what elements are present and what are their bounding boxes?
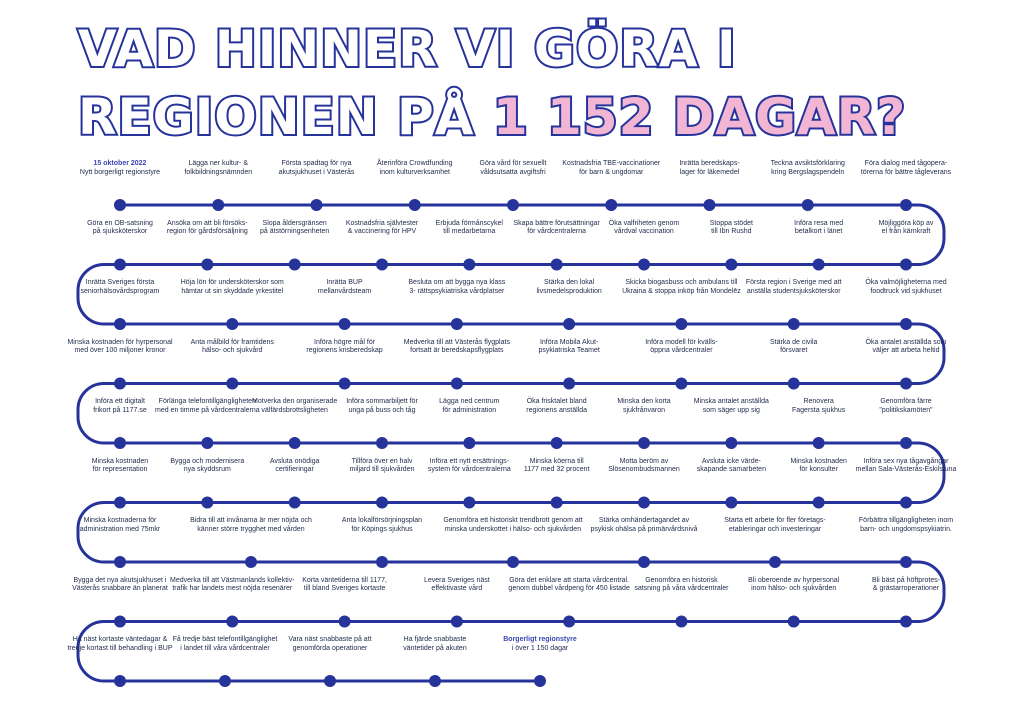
milestone-date: 15 oktober 2022 [93, 160, 147, 167]
milestone-text: Stärka den lokal livsmedelsproduktion [536, 279, 602, 295]
milestone-text: Motverka den organiserade välfärdsbrottsligheten [252, 398, 338, 414]
milestone-text: Ha näst kortaste väntedagar & tredje kortast till behandling i BUP [67, 636, 173, 652]
milestone-text: Göra vård för sexuellt våldsutsatta avgiftsfri [479, 160, 547, 176]
milestone-dot [201, 437, 213, 449]
milestone-dot [813, 259, 825, 271]
milestone-dot [289, 437, 301, 449]
milestone-text: Införa ett digitalt frikort på 1177.se [93, 398, 147, 414]
milestone-dot [114, 318, 126, 330]
headline-day-count: 1 152 DAGAR? [492, 88, 907, 146]
milestone-text: Medverka till att Västmanlands kollektiv- trafik har landets mest nöjda resenärer [170, 576, 295, 593]
milestone-text: Minska köerna till 1177 med 32 procent [523, 457, 590, 474]
milestone-dot [638, 259, 650, 271]
milestone-text: Tillföra över en halv miljard till sjukvården [349, 457, 415, 474]
milestone-dot [451, 616, 463, 628]
milestone-dot [429, 675, 441, 687]
milestone-text: Öka valfriheten genom vårdval vaccination [608, 219, 680, 236]
milestone-text: Besluta om att bygga nya klass 3- rättspsykiatriska vårdplatser [408, 279, 506, 295]
milestone-item [830, 220, 982, 238]
milestone-text: Bli bäst på höftprotes- & grästarroperationer [871, 576, 941, 593]
milestone-text: Kostnadsfria självtester & vaccinering för HPV [345, 219, 419, 236]
milestone-item [699, 517, 851, 535]
milestone-text: Stoppa stödet till Ibn Rushd [709, 219, 753, 236]
milestone-dot [788, 616, 800, 628]
milestone-text: Avsluta icke värde- skapande samarbeten [696, 457, 766, 474]
milestone-dot [212, 199, 224, 211]
milestone-dot [551, 437, 563, 449]
milestone-text: Bygga och modernisera nya skyddsrum [170, 457, 245, 474]
milestone-dot [563, 378, 575, 390]
milestone-dot [900, 437, 912, 449]
milestone-text: Minska kostnaden för representation [91, 457, 149, 474]
milestone-dot [725, 497, 737, 509]
milestone-text: Första spadtag för nya akutsjukhuset i Västerås [278, 160, 355, 176]
milestone-dot [201, 259, 213, 271]
milestone-text: Slopa åldersgränsen på ätstörningsenheten [260, 219, 330, 236]
milestone-text: Avsluta onödiga certifieringar [269, 457, 320, 474]
milestone-dot [409, 199, 421, 211]
milestone-text: Genomföra ett historiskt trendbrott genom att minska underskottet i hälso- och sjukvården [443, 517, 583, 533]
milestone-dot [451, 318, 463, 330]
milestone-dot [114, 378, 126, 390]
milestone-dot [769, 556, 781, 568]
milestone-item [175, 517, 327, 535]
milestone-text: Bidra till att invånarna är mer nöjda och känner större trygghet med vården [190, 517, 312, 533]
milestone-text: Minska kostnaden för konsulter [790, 457, 847, 474]
milestone-dot [900, 556, 912, 568]
milestone-dot [245, 556, 257, 568]
milestone-dot [802, 199, 814, 211]
headline-line-2-prefix: REGIONEN PÅ [78, 88, 493, 146]
milestone-text: Lägga ned centrum för administration [439, 398, 500, 414]
milestone-text: Förbättra tillgängligheten inom barn- och ungdomspsykiatrin. [858, 517, 954, 533]
milestone-text: Minska den korta sjukfrånvaron [617, 398, 671, 414]
milestone-dot [463, 497, 475, 509]
milestone-item [830, 398, 982, 416]
milestone-text: Bli oberoende av hyrpersonal inom hälso- och sjukvården [748, 576, 840, 593]
milestone-date: Borgerligt regionstyre [503, 636, 577, 643]
milestone-text: Erbjuda förmånscykel till medarbetarna [435, 219, 503, 236]
milestone-text: Inrätta Sveriges första seniorhälsovårdsprogram [80, 279, 160, 295]
milestone-dot [339, 378, 351, 390]
milestone-text: Göra en OB-satsning på sjuksköterskor [87, 219, 153, 236]
milestone-item [830, 339, 982, 357]
milestone-dot [507, 199, 519, 211]
milestone-text: Inrätta BUP mellanvårdsteam [317, 279, 372, 295]
milestone-dot [551, 497, 563, 509]
milestone-dot [463, 437, 475, 449]
milestone-dot [114, 556, 126, 568]
milestone-text: i över 1 150 dagar [511, 644, 569, 652]
milestone-item [830, 279, 982, 297]
milestone-dot [114, 616, 126, 628]
headline-line-1-text: VAD HINNER VI GÖRA I [78, 20, 737, 78]
milestone-dot [114, 497, 126, 509]
milestone-dot [638, 497, 650, 509]
milestone-text: Kostnadsfria TBE-vaccinationer för barn & ungdomar [562, 160, 661, 176]
milestone-text: Anta målbild för framtidens hälso- och sjukvård [190, 338, 274, 355]
milestone-text: Korta väntetiderna till 1177, till bland Sveriges kortaste [302, 576, 387, 593]
milestone-dot [339, 318, 351, 330]
milestone-dot [114, 199, 126, 211]
milestone-dot [900, 259, 912, 271]
milestone-dot [376, 259, 388, 271]
milestone-dot [900, 378, 912, 390]
milestone-dot [638, 556, 650, 568]
milestone-text: Införa ett nytt ersättnings- system för vårdcentralerna [427, 457, 511, 474]
milestone-text: Införa resa med betalkort i länet [794, 219, 844, 236]
milestone-dot [813, 497, 825, 509]
milestone-dot [638, 437, 650, 449]
milestone-dot [725, 437, 737, 449]
milestone-dot [463, 259, 475, 271]
milestone-item [830, 577, 982, 595]
milestone-item [437, 517, 589, 535]
milestone-text: Ansöka om att bli försöks- region för gårdsförsäljning [166, 219, 248, 236]
milestone-text: Införa modell för kvälls- öppna vårdcentraler [645, 338, 718, 355]
milestone-dot [725, 259, 737, 271]
milestone-dot [289, 259, 301, 271]
milestone-dot [339, 616, 351, 628]
milestone-text: Första region i Sverige med att anställa studentsjuksköterskor [745, 279, 842, 295]
milestone-dot [551, 259, 563, 271]
milestone-text: Minska kostnaden för hyrpersonal med över 100 miljoner kronor [67, 338, 173, 355]
milestone-text: Införa högre mål för regionens krisberedskap [306, 338, 383, 355]
milestone-text: Teckna avsiktsförklaring kring Bergslagspendeln [770, 160, 845, 176]
milestone-item [830, 458, 982, 476]
milestone-item [830, 517, 982, 535]
milestone-dot [324, 675, 336, 687]
milestone-item [568, 517, 720, 535]
milestone-text: Minska kostnaderna för administration med 75mkr [79, 517, 161, 533]
milestone-dot [114, 259, 126, 271]
milestone-dot [226, 616, 238, 628]
milestone-text: Förlänga telefontillgängligheten med en timme på vårdcentralerna [154, 398, 260, 414]
milestone-text: Inrätta beredskaps- lager för läkemedel [679, 160, 740, 176]
milestone-dot [311, 199, 323, 211]
milestone-dot [376, 497, 388, 509]
milestone-dot [507, 556, 519, 568]
milestone-text: Öka frisktalet bland regionens anställda [526, 398, 588, 414]
milestone-dot [219, 675, 231, 687]
milestone-text: Renovera Fagersta sjukhus [792, 398, 846, 414]
milestone-dot [114, 437, 126, 449]
milestone-dot [675, 616, 687, 628]
milestone-dot [114, 675, 126, 687]
milestone-dot [605, 199, 617, 211]
milestone-dot [675, 318, 687, 330]
milestone-text: Föra dialog med tågopera- törerna för bättre tågleverans [860, 160, 952, 176]
milestone-text: Bygga det nya akutsjukhuset i Västerås snabbare än planerat [72, 576, 168, 593]
milestone-dot [900, 199, 912, 211]
milestone-dot [675, 378, 687, 390]
milestone-text: Levera Sveriges näst effektivaste vård [423, 576, 490, 593]
milestone-item [306, 517, 458, 535]
milestone-dot [900, 318, 912, 330]
milestone-text: Återinföra Crowdfunding inom kulturverksamhet [377, 160, 453, 176]
milestone-item [44, 517, 196, 535]
milestone-dot [788, 378, 800, 390]
milestone-text: Öka antalet anställda som väljer att arbeta heltid [865, 338, 947, 355]
milestone-text: Lägga ner kultur- & folkbildningsnämnden [184, 160, 253, 176]
milestone-text: Införa Mobila Akut- psykiatriska Teamet [538, 338, 600, 355]
milestone-dot [201, 497, 213, 509]
milestone-item [464, 636, 616, 654]
milestone-text: Vara näst snabbaste på att genomförda operationer [288, 636, 372, 652]
milestone-item [830, 160, 982, 178]
milestone-text: Möjliggöra köp av el från kärnkraft [878, 219, 934, 236]
milestone-text: Anta lokalförsörjningsplan för Köpings sjukhus [341, 517, 423, 533]
milestone-text: Stärka omhändertagandet av psykisk ohälsa på primärvårdsnivå [590, 517, 698, 533]
milestone-text: Minska antalet anställda som säger upp sig [693, 398, 769, 414]
milestone-dot [451, 378, 463, 390]
milestone-text: Öka valmöjligheterna med foodtruck vid sjukhuset [865, 279, 947, 295]
milestone-text: Skicka biogasbuss och ambulans till Ukraina & stoppa inköp från Mondelēz [622, 279, 741, 295]
milestone-dot [376, 556, 388, 568]
milestone-dot [289, 497, 301, 509]
milestone-text: Nytt borgerligt regionstyre [79, 168, 161, 176]
milestone-text: Göra det enklare att starta vårdcentral. genom dubbel vårdpeng för 450 listade [508, 576, 630, 593]
milestone-dot [563, 616, 575, 628]
milestone-text: Genomföra en historisk satsning på våra vårdcentraler [634, 576, 729, 593]
milestone-dot [900, 497, 912, 509]
milestone-text: Införa sommarbiljett för unga på buss och tåg [346, 398, 418, 414]
milestone-dot [704, 199, 716, 211]
milestone-text: Få tredje bäst telefontillgänglighet i landet till våra vårdcentraler [172, 636, 278, 652]
milestone-text: Höja lön för undersköterskor som hämtar ut sin skyddade yrkestitel [180, 279, 284, 295]
milestone-text: Ha fjärde snabbaste väntetider på akuten [403, 636, 467, 652]
milestone-dot [563, 318, 575, 330]
milestone-dot [813, 437, 825, 449]
milestone-text: Införa sex nya tågavgångar mellan Sala-Västerås-Eskilstuna [855, 457, 957, 474]
milestone-text: Genomföra färre "politikskamöten" [879, 398, 933, 414]
milestone-dot [376, 437, 388, 449]
milestone-text: Medverka till att Västerås flygplats fortsatt är beredskapsflygplats [403, 338, 510, 355]
milestone-dot [226, 318, 238, 330]
milestone-dot [900, 616, 912, 628]
milestone-text: Stärka de civila försvaret [769, 338, 818, 355]
milestone-dot [226, 378, 238, 390]
milestone-text: Motta beröm av Slösenombudsmannen [608, 457, 680, 474]
milestone-text: Starta ett arbete för fler företags- etableringar och investeringar [724, 517, 826, 533]
milestone-dot [788, 318, 800, 330]
milestone-text: Skapa bättre förutsättningar för vårdcentralerna [513, 219, 600, 236]
milestone-dot [534, 675, 546, 687]
